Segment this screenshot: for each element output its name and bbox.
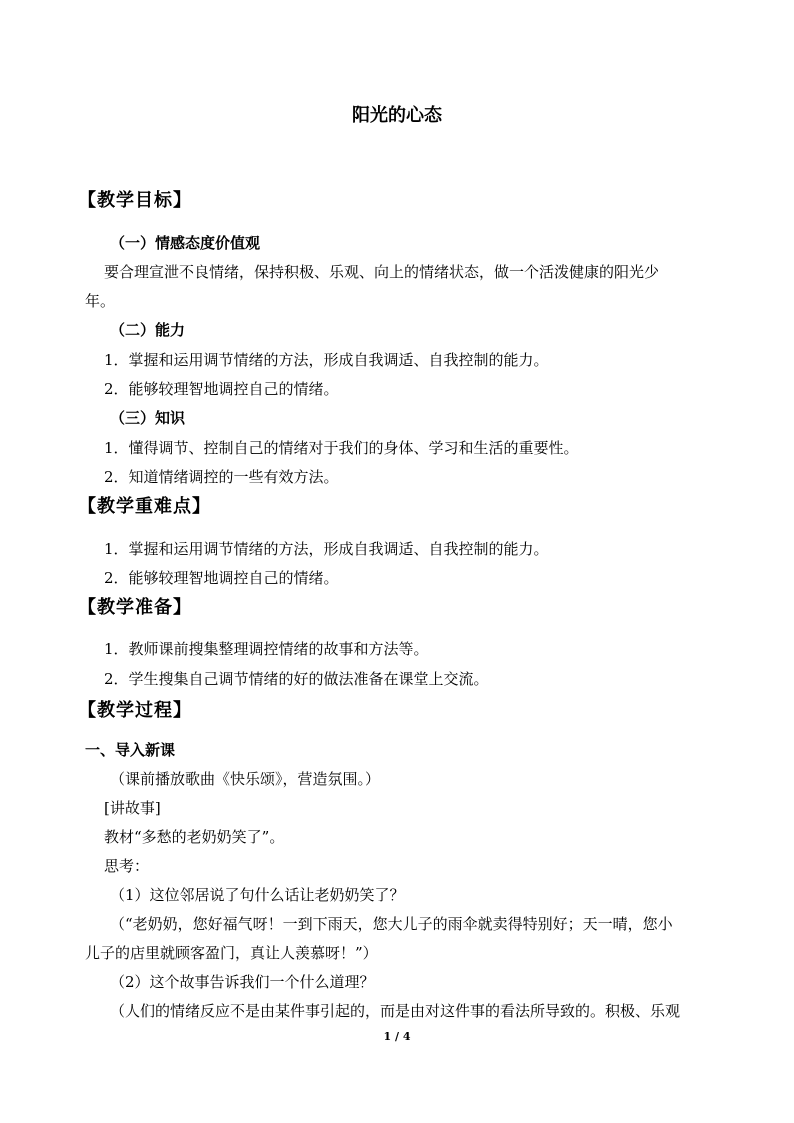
list-item: 1．教师课前搜集整理调控情绪的故事和方法等。 (104, 640, 429, 658)
subheading-attitude: （一）情感态度价值观 (110, 234, 261, 252)
paragraph-line: 年。 (85, 292, 116, 310)
section-heading-process: 【教学过程】 (78, 700, 192, 721)
paragraph-line: 要合理宣泄不良情绪，保持积极、乐观、向上的情绪状态，做一个活泼健康的阳光少 (104, 263, 660, 281)
list-item: 1．掌握和运用调节情绪的方法，形成自我调适、自我控制的能力。 (104, 351, 549, 369)
list-item: 2．学生搜集自己调节情绪的好的做法准备在课堂上交流。 (104, 670, 489, 688)
document-title: 阳光的心态 (352, 105, 442, 126)
subheading-ability: （二）能力 (110, 321, 186, 339)
paragraph-line: （“老奶奶，您好福气呀！一到下雨天，您大儿子的雨伞就卖得特别好；天一晴，您小 (110, 915, 673, 933)
section-heading-preparation: 【教学准备】 (78, 597, 192, 618)
paragraph-line: （人们的情绪反应不是由某件事引起的，而是由对这件事的看法所导致的。积极、乐观 (110, 1002, 681, 1020)
section-heading-objectives: 【教学目标】 (78, 190, 192, 211)
paragraph-line: （1）这位邻居说了句什么话让老奶奶笑了？ (110, 886, 405, 904)
list-item: 1．懂得调节、控制自己的情绪对于我们的身体、学习和生活的重要性。 (104, 439, 579, 457)
section-heading-key-points: 【教学重难点】 (78, 496, 211, 517)
paragraph-line: （2）这个故事告诉我们一个什么道理？ (110, 973, 375, 991)
page-number: 1 / 4 (383, 1030, 411, 1043)
paragraph-line: 思考： (104, 857, 150, 875)
part-heading-intro: 一、导入新课 (85, 741, 176, 759)
paragraph-line: 教材“多愁的老奶奶笑了”。 (104, 828, 285, 846)
paragraph-line: （课前播放歌曲《快乐颂》，营造氛围。） (110, 770, 381, 788)
list-item: 2．知道情绪调控的一些有效方法。 (104, 468, 339, 486)
list-item: 2．能够较理智地调控自己的情绪。 (104, 380, 339, 398)
paragraph-line: 儿子的店里就顾客盈门，真让人羡慕呀！”） (85, 944, 378, 962)
subheading-knowledge: （三）知识 (110, 409, 186, 427)
list-item: 2．能够较理智地调控自己的情绪。 (104, 569, 339, 587)
list-item: 1．掌握和运用调节情绪的方法，形成自我调适、自我控制的能力。 (104, 540, 549, 558)
paragraph-line: [讲故事] (104, 799, 161, 817)
